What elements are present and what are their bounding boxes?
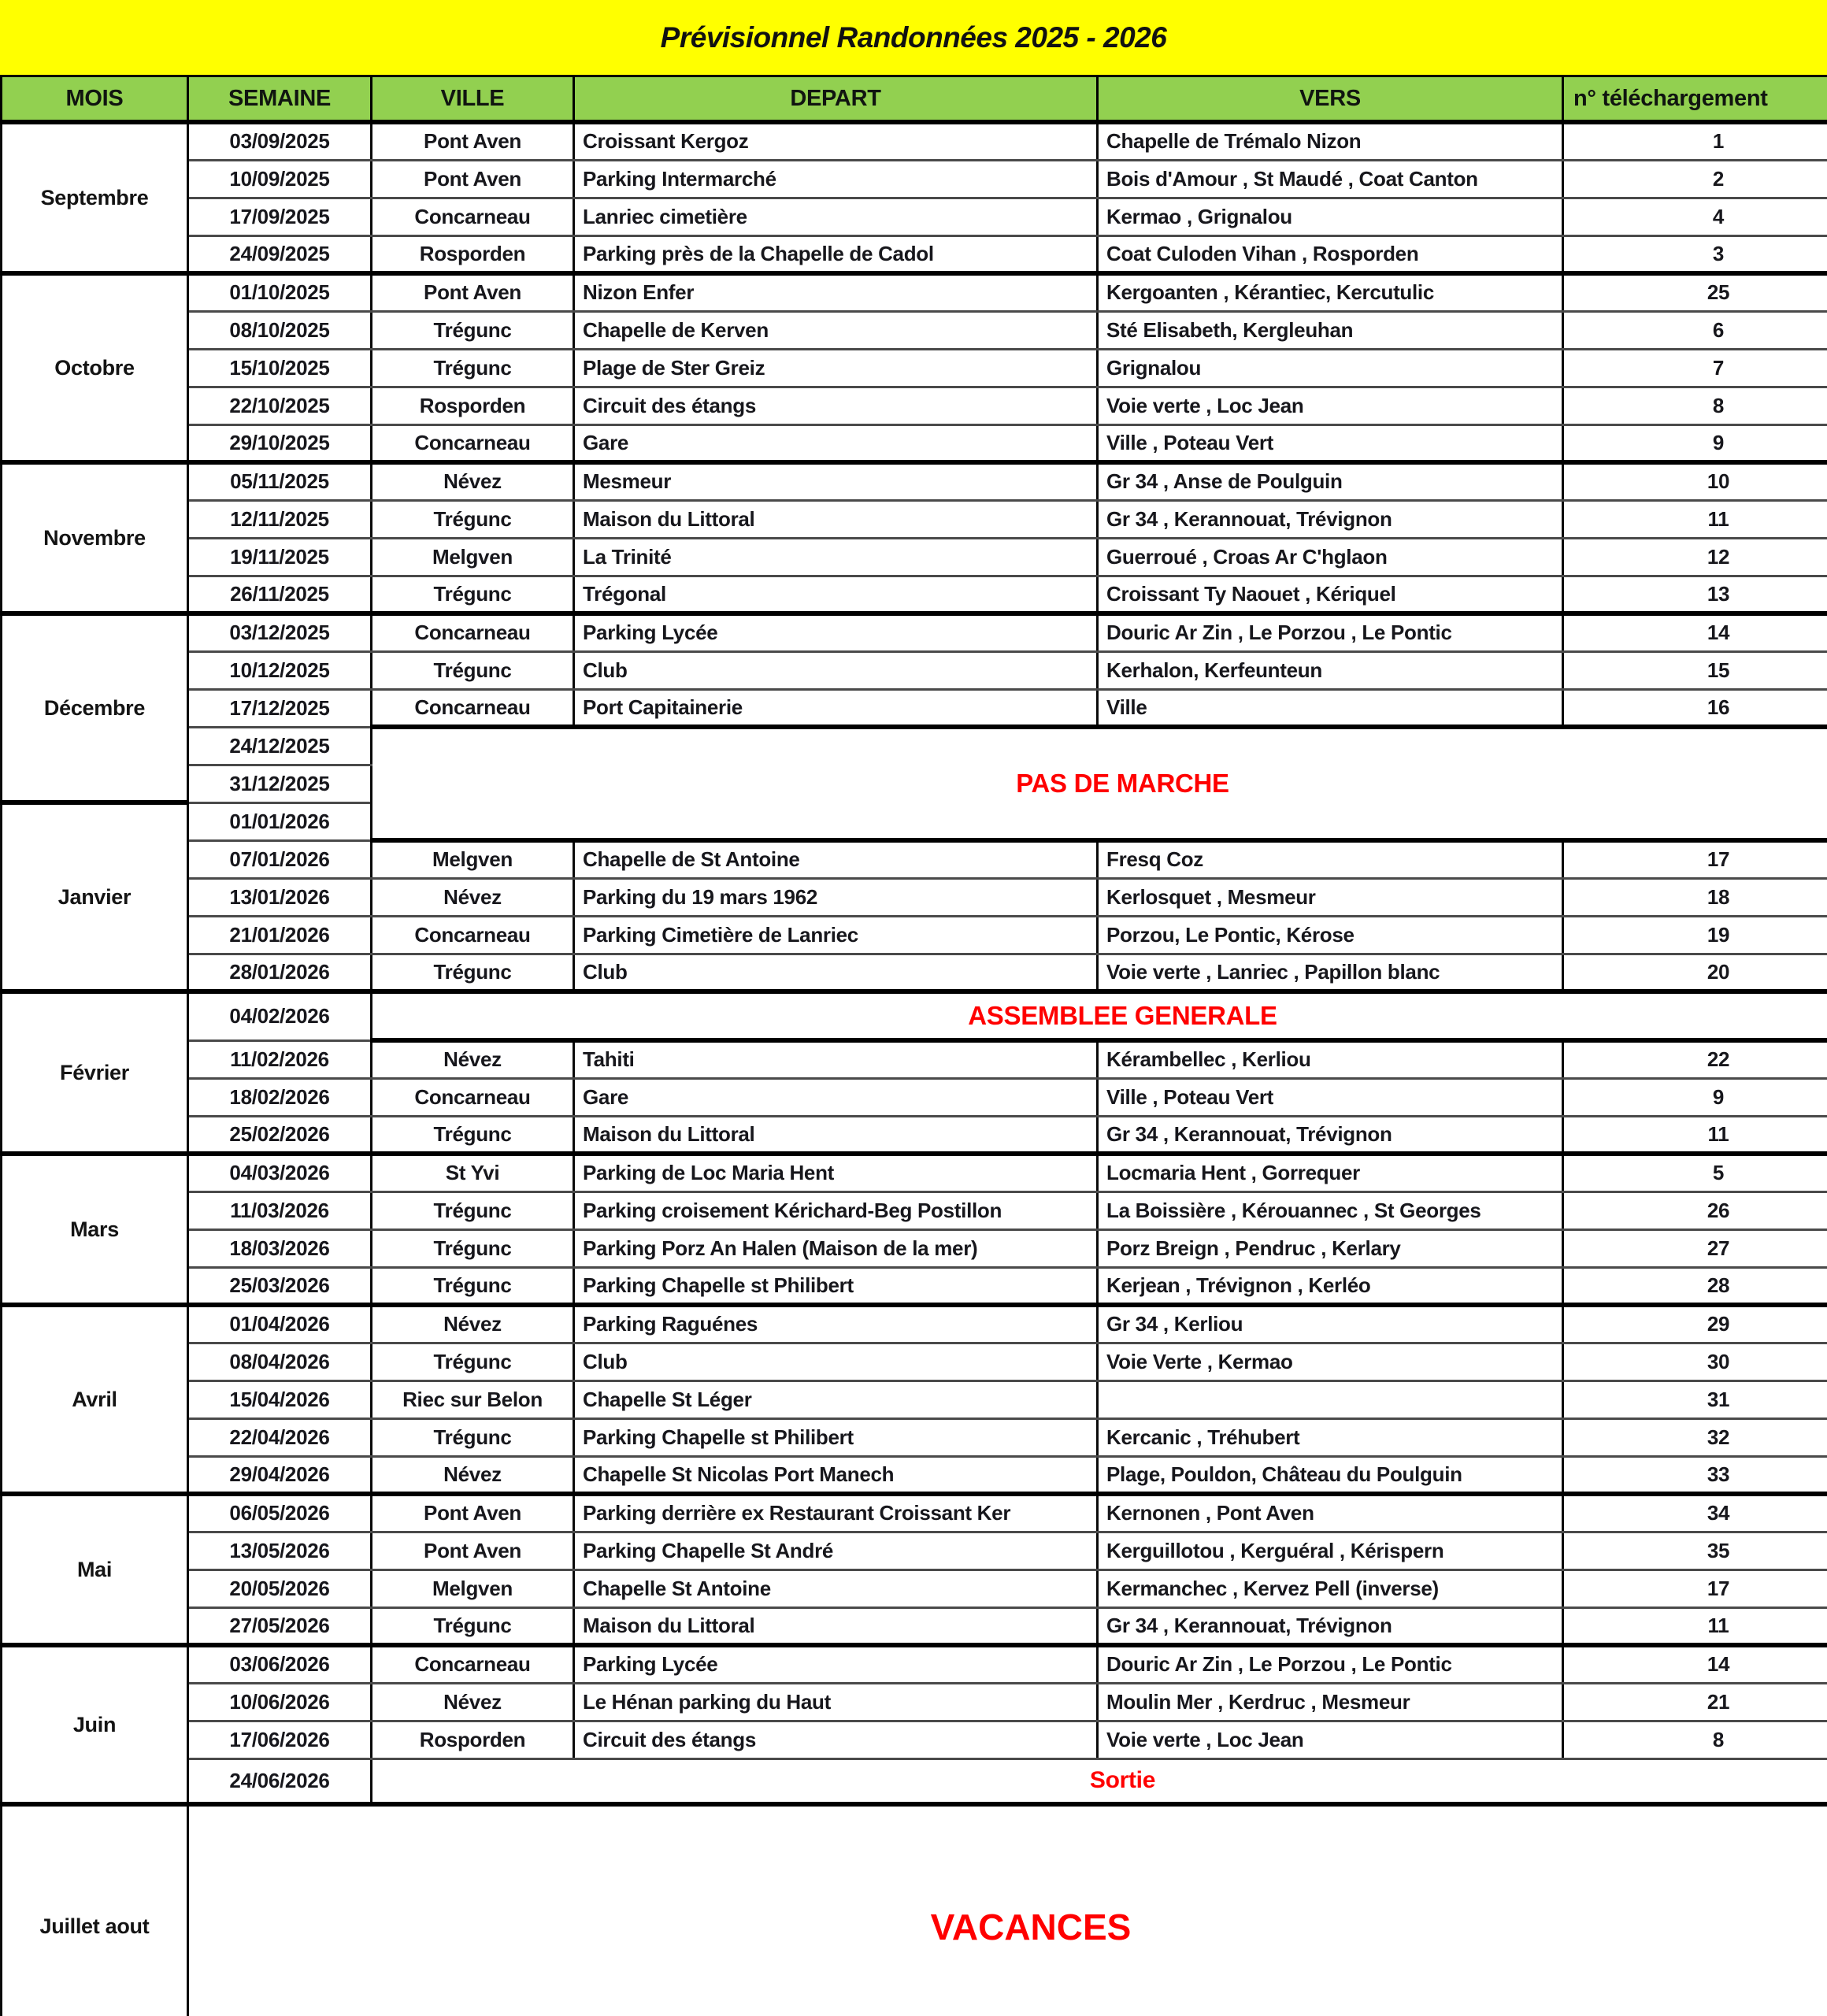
ville-cell: Trégunc (372, 1418, 574, 1456)
ville-cell: Névez (372, 1683, 574, 1721)
vers-cell: Sté Elisabeth, Kergleuhan (1098, 311, 1563, 349)
date-cell: 24/12/2025 (188, 727, 372, 765)
num-cell: 11 (1563, 500, 1827, 538)
date-cell: 01/04/2026 (188, 1305, 372, 1343)
ville-cell: Concarneau (372, 916, 574, 954)
depart-cell: Parking Porz An Halen (Maison de la mer) (574, 1229, 1098, 1267)
table-row (2, 1607, 1827, 1645)
date-cell: 10/09/2025 (188, 160, 372, 198)
month-cell: Juillet aout (2, 1804, 188, 2016)
table-row (2, 689, 1827, 727)
table-row (2, 991, 1827, 1040)
date-cell: 13/05/2026 (188, 1532, 372, 1569)
table-row (2, 1078, 1827, 1116)
depart-cell: Parking de Loc Maria Hent (574, 1154, 1098, 1191)
depart-cell: Parking Chapelle st Philibert (574, 1418, 1098, 1456)
num-cell: 30 (1563, 1343, 1827, 1380)
num-cell: 21 (1563, 1683, 1827, 1721)
ville-cell: Trégunc (372, 500, 574, 538)
ville-cell: Trégunc (372, 1607, 574, 1645)
depart-cell: Circuit des étangs (574, 387, 1098, 424)
header-row (2, 76, 1827, 123)
month-cell: Janvier (2, 802, 188, 991)
vers-cell: Kercanic , Tréhubert (1098, 1418, 1563, 1456)
depart-cell: Parking Intermarché (574, 160, 1098, 198)
depart-cell: Gare (574, 1078, 1098, 1116)
table-row (2, 1532, 1827, 1569)
date-cell: 29/04/2026 (188, 1456, 372, 1494)
date-cell: 13/01/2026 (188, 878, 372, 916)
ville-cell: Névez (372, 1456, 574, 1494)
table-row (2, 311, 1827, 349)
month-cell: Juin (2, 1645, 188, 1804)
month-cell: Mai (2, 1494, 188, 1645)
notice-cell: PAS DE MARCHE (372, 727, 1827, 840)
vers-cell: Gr 34 , Kerannouat, Trévignon (1098, 500, 1563, 538)
date-cell: 18/03/2026 (188, 1229, 372, 1267)
date-cell: 25/02/2026 (188, 1116, 372, 1154)
vers-cell: Porzou, Le Pontic, Kérose (1098, 916, 1563, 954)
num-cell: 4 (1563, 198, 1827, 235)
vers-cell: Voie verte , Loc Jean (1098, 387, 1563, 424)
month-cell: Février (2, 991, 188, 1154)
num-cell: 1 (1563, 122, 1827, 160)
date-cell: 12/11/2025 (188, 500, 372, 538)
vers-cell: Kergoanten , Kérantiec, Kercutulic (1098, 273, 1563, 311)
table-row (2, 1758, 1827, 1804)
table-row (2, 1116, 1827, 1154)
depart-cell: Le Hénan parking du Haut (574, 1683, 1098, 1721)
date-cell: 17/06/2026 (188, 1721, 372, 1758)
depart-cell: Parking Lycée (574, 1645, 1098, 1683)
ville-cell: Pont Aven (372, 1532, 574, 1569)
num-cell: 19 (1563, 916, 1827, 954)
table-row (2, 160, 1827, 198)
date-cell: 05/11/2025 (188, 462, 372, 500)
date-cell: 31/12/2025 (188, 765, 372, 802)
date-cell: 07/01/2026 (188, 840, 372, 878)
table-row (2, 1154, 1827, 1191)
num-cell: 11 (1563, 1116, 1827, 1154)
depart-cell: Parking Cimetière de Lanriec (574, 916, 1098, 954)
vers-cell: Kérambellec , Kerliou (1098, 1040, 1563, 1078)
num-cell: 13 (1563, 576, 1827, 613)
table-row (2, 651, 1827, 689)
depart-cell: La Trinité (574, 538, 1098, 576)
num-cell: 18 (1563, 878, 1827, 916)
schedule-table (0, 75, 1827, 2016)
num-cell: 32 (1563, 1418, 1827, 1456)
ville-cell: Trégunc (372, 651, 574, 689)
depart-cell: Tahiti (574, 1040, 1098, 1078)
num-cell: 29 (1563, 1305, 1827, 1343)
table-row (2, 840, 1827, 878)
vers-cell: Gr 34 , Anse de Poulguin (1098, 462, 1563, 500)
ville-cell: Riec sur Belon (372, 1380, 574, 1418)
ville-cell: Trégunc (372, 1116, 574, 1154)
ville-cell: Concarneau (372, 1645, 574, 1683)
vers-cell: La Boissière , Kérouannec , St Georges (1098, 1191, 1563, 1229)
date-cell: 01/10/2025 (188, 273, 372, 311)
num-cell: 15 (1563, 651, 1827, 689)
table-row (2, 349, 1827, 387)
num-cell: 6 (1563, 311, 1827, 349)
num-cell: 12 (1563, 538, 1827, 576)
vers-cell: Grignalou (1098, 349, 1563, 387)
table-row (2, 1569, 1827, 1607)
date-cell: 04/03/2026 (188, 1154, 372, 1191)
date-cell: 08/10/2025 (188, 311, 372, 349)
column-header-telechargement: n° téléchargement (1563, 76, 1827, 123)
date-cell: 19/11/2025 (188, 538, 372, 576)
ville-cell: Concarneau (372, 1078, 574, 1116)
vers-cell: Gr 34 , Kerliou (1098, 1305, 1563, 1343)
num-cell: 3 (1563, 235, 1827, 273)
date-cell: 22/04/2026 (188, 1418, 372, 1456)
table-row (2, 1267, 1827, 1305)
depart-cell: Chapelle de St Antoine (574, 840, 1098, 878)
date-cell: 26/11/2025 (188, 576, 372, 613)
ville-cell: Concarneau (372, 198, 574, 235)
ville-cell: Névez (372, 1305, 574, 1343)
table-row (2, 576, 1827, 613)
depart-cell: Parking Chapelle st Philibert (574, 1267, 1098, 1305)
table-row (2, 954, 1827, 991)
table-row (2, 235, 1827, 273)
vers-cell: Coat Culoden Vihan , Rosporden (1098, 235, 1563, 273)
date-cell: 25/03/2026 (188, 1267, 372, 1305)
vers-cell: Porz Breign , Pendruc , Kerlary (1098, 1229, 1563, 1267)
table-row (2, 1191, 1827, 1229)
ville-cell: Rosporden (372, 387, 574, 424)
table-row (2, 1456, 1827, 1494)
vers-cell: Chapelle de Trémalo Nizon (1098, 122, 1563, 160)
ville-cell: Pont Aven (372, 273, 574, 311)
date-cell: 06/05/2026 (188, 1494, 372, 1532)
num-cell: 9 (1563, 424, 1827, 462)
vers-cell: Voie verte , Loc Jean (1098, 1721, 1563, 1758)
ville-cell: Rosporden (372, 1721, 574, 1758)
ville-cell: Pont Aven (372, 122, 574, 160)
num-cell: 7 (1563, 349, 1827, 387)
depart-cell: Parking du 19 mars 1962 (574, 878, 1098, 916)
depart-cell: Chapelle St Antoine (574, 1569, 1098, 1607)
vers-cell: Plage, Pouldon, Château du Poulguin (1098, 1456, 1563, 1494)
num-cell: 26 (1563, 1191, 1827, 1229)
vers-cell: Gr 34 , Kerannouat, Trévignon (1098, 1116, 1563, 1154)
vers-cell: Ville , Poteau Vert (1098, 1078, 1563, 1116)
depart-cell: Maison du Littoral (574, 1607, 1098, 1645)
vers-cell: Croissant Ty Naouet , Kériquel (1098, 576, 1563, 613)
date-cell: 24/09/2025 (188, 235, 372, 273)
ville-cell: Concarneau (372, 689, 574, 727)
ville-cell: Trégunc (372, 1267, 574, 1305)
depart-cell: Plage de Ster Greiz (574, 349, 1098, 387)
num-cell: 16 (1563, 689, 1827, 727)
notice-cell: ASSEMBLEE GENERALE (372, 991, 1827, 1040)
num-cell: 2 (1563, 160, 1827, 198)
num-cell: 8 (1563, 1721, 1827, 1758)
date-cell: 24/06/2026 (188, 1758, 372, 1804)
ville-cell: Trégunc (372, 1229, 574, 1267)
ville-cell: Concarneau (372, 424, 574, 462)
date-cell: 22/10/2025 (188, 387, 372, 424)
depart-cell: Gare (574, 424, 1098, 462)
depart-cell: Parking derrière ex Restaurant Croissant Ker (574, 1494, 1098, 1532)
table-row (2, 462, 1827, 500)
date-cell: 15/04/2026 (188, 1380, 372, 1418)
table-row (2, 878, 1827, 916)
table-row (2, 198, 1827, 235)
column-header-mois: MOIS (2, 76, 188, 123)
date-cell: 11/02/2026 (188, 1040, 372, 1078)
ville-cell: St Yvi (372, 1154, 574, 1191)
title-bar (0, 0, 1827, 75)
vers-cell: Ville , Poteau Vert (1098, 424, 1563, 462)
depart-cell: Club (574, 1343, 1098, 1380)
depart-cell: Croissant Kergoz (574, 122, 1098, 160)
depart-cell: Parking près de la Chapelle de Cadol (574, 235, 1098, 273)
column-header-depart: DEPART (574, 76, 1098, 123)
date-cell: 29/10/2025 (188, 424, 372, 462)
ville-cell: Melgven (372, 1569, 574, 1607)
num-cell: 22 (1563, 1040, 1827, 1078)
depart-cell: Trégonal (574, 576, 1098, 613)
table-row (2, 1229, 1827, 1267)
table-row (2, 538, 1827, 576)
date-cell: 11/03/2026 (188, 1191, 372, 1229)
ville-cell: Trégunc (372, 954, 574, 991)
table-row (2, 613, 1827, 651)
page-title: Prévisionnel Randonnées 2025 - 2026 (660, 20, 1167, 54)
vers-cell (1098, 1380, 1563, 1418)
num-cell: 25 (1563, 273, 1827, 311)
ville-cell: Névez (372, 1040, 574, 1078)
vers-cell: Bois d'Amour , St Maudé , Coat Canton (1098, 160, 1563, 198)
table-row (2, 1804, 1827, 2016)
num-cell: 20 (1563, 954, 1827, 991)
vers-cell: Kerguillotou , Kerguéral , Kérispern (1098, 1532, 1563, 1569)
ville-cell: Trégunc (372, 1343, 574, 1380)
num-cell: 5 (1563, 1154, 1827, 1191)
table-row (2, 1343, 1827, 1380)
table-row (2, 1683, 1827, 1721)
ville-cell: Trégunc (372, 576, 574, 613)
table-row (2, 1494, 1827, 1532)
ville-cell: Pont Aven (372, 160, 574, 198)
date-cell: 17/12/2025 (188, 689, 372, 727)
table-row (2, 1380, 1827, 1418)
depart-cell: Parking Chapelle St André (574, 1532, 1098, 1569)
depart-cell: Parking croisement Kérichard-Beg Postillon (574, 1191, 1098, 1229)
ville-cell: Concarneau (372, 613, 574, 651)
depart-cell: Nizon Enfer (574, 273, 1098, 311)
depart-cell: Chapelle St Léger (574, 1380, 1098, 1418)
month-cell: Décembre (2, 613, 188, 802)
vers-cell: Ville (1098, 689, 1563, 727)
depart-cell: Chapelle de Kerven (574, 311, 1098, 349)
depart-cell: Lanriec cimetière (574, 198, 1098, 235)
num-cell: 9 (1563, 1078, 1827, 1116)
num-cell: 14 (1563, 1645, 1827, 1683)
num-cell: 34 (1563, 1494, 1827, 1532)
num-cell: 17 (1563, 840, 1827, 878)
depart-cell: Parking Lycée (574, 613, 1098, 651)
vers-cell: Locmaria Hent , Gorrequer (1098, 1154, 1563, 1191)
date-cell: 03/09/2025 (188, 122, 372, 160)
depart-cell: Circuit des étangs (574, 1721, 1098, 1758)
vers-cell: Douric Ar Zin , Le Porzou , Le Pontic (1098, 1645, 1563, 1683)
table-row (2, 1040, 1827, 1078)
date-cell: 03/06/2026 (188, 1645, 372, 1683)
date-cell: 01/01/2026 (188, 802, 372, 840)
month-cell: Octobre (2, 273, 188, 462)
ville-cell: Melgven (372, 840, 574, 878)
month-cell: Septembre (2, 122, 188, 273)
depart-cell: Port Capitainerie (574, 689, 1098, 727)
depart-cell: Chapelle St Nicolas Port Manech (574, 1456, 1098, 1494)
date-cell: 21/01/2026 (188, 916, 372, 954)
depart-cell: Maison du Littoral (574, 1116, 1098, 1154)
depart-cell: Mesmeur (574, 462, 1098, 500)
notice-cell: Sortie (372, 1758, 1827, 1804)
table-row (2, 1721, 1827, 1758)
date-cell: 27/05/2026 (188, 1607, 372, 1645)
notice-cell: VACANCES (188, 1804, 1827, 2016)
date-cell: 17/09/2025 (188, 198, 372, 235)
column-header-vers: VERS (1098, 76, 1563, 123)
table-row (2, 727, 1827, 765)
vers-cell: Guerroué , Croas Ar C'hglaon (1098, 538, 1563, 576)
month-cell: Mars (2, 1154, 188, 1305)
ville-cell: Névez (372, 462, 574, 500)
ville-cell: Pont Aven (372, 1494, 574, 1532)
num-cell: 33 (1563, 1456, 1827, 1494)
date-cell: 28/01/2026 (188, 954, 372, 991)
vers-cell: Kermanchec , Kervez Pell (inverse) (1098, 1569, 1563, 1607)
num-cell: 28 (1563, 1267, 1827, 1305)
month-cell: Novembre (2, 462, 188, 613)
num-cell: 27 (1563, 1229, 1827, 1267)
vers-cell: Moulin Mer , Kerdruc , Mesmeur (1098, 1683, 1563, 1721)
vers-cell: Kerlosquet , Mesmeur (1098, 878, 1563, 916)
num-cell: 17 (1563, 1569, 1827, 1607)
table-row (2, 1305, 1827, 1343)
ville-cell: Rosporden (372, 235, 574, 273)
vers-cell: Voie verte , Lanriec , Papillon blanc (1098, 954, 1563, 991)
date-cell: 03/12/2025 (188, 613, 372, 651)
num-cell: 35 (1563, 1532, 1827, 1569)
table-row (2, 916, 1827, 954)
table-row (2, 273, 1827, 311)
date-cell: 10/06/2026 (188, 1683, 372, 1721)
num-cell: 11 (1563, 1607, 1827, 1645)
ville-cell: Trégunc (372, 349, 574, 387)
table-row (2, 1645, 1827, 1683)
num-cell: 10 (1563, 462, 1827, 500)
vers-cell: Kernonen , Pont Aven (1098, 1494, 1563, 1532)
num-cell: 14 (1563, 613, 1827, 651)
depart-cell: Club (574, 651, 1098, 689)
date-cell: 18/02/2026 (188, 1078, 372, 1116)
date-cell: 08/04/2026 (188, 1343, 372, 1380)
vers-cell: Fresq Coz (1098, 840, 1563, 878)
date-cell: 10/12/2025 (188, 651, 372, 689)
table-row (2, 122, 1827, 160)
ville-cell: Trégunc (372, 311, 574, 349)
table-row (2, 387, 1827, 424)
vers-cell: Kerhalon, Kerfeunteun (1098, 651, 1563, 689)
vers-cell: Kerjean , Trévignon , Kerléo (1098, 1267, 1563, 1305)
depart-cell: Maison du Littoral (574, 500, 1098, 538)
vers-cell: Kermao , Grignalou (1098, 198, 1563, 235)
ville-cell: Melgven (372, 538, 574, 576)
date-cell: 20/05/2026 (188, 1569, 372, 1607)
month-cell: Avril (2, 1305, 188, 1494)
date-cell: 04/02/2026 (188, 991, 372, 1040)
vers-cell: Douric Ar Zin , Le Porzou , Le Pontic (1098, 613, 1563, 651)
ville-cell: Trégunc (372, 1191, 574, 1229)
depart-cell: Parking Raguénes (574, 1305, 1098, 1343)
date-cell: 15/10/2025 (188, 349, 372, 387)
column-header-semaine: SEMAINE (188, 76, 372, 123)
column-header-ville: VILLE (372, 76, 574, 123)
vers-cell: Gr 34 , Kerannouat, Trévignon (1098, 1607, 1563, 1645)
ville-cell: Névez (372, 878, 574, 916)
num-cell: 31 (1563, 1380, 1827, 1418)
depart-cell: Club (574, 954, 1098, 991)
vers-cell: Voie Verte , Kermao (1098, 1343, 1563, 1380)
schedule-body (2, 122, 1827, 2016)
num-cell: 8 (1563, 387, 1827, 424)
table-row (2, 500, 1827, 538)
table-row (2, 424, 1827, 462)
table-row (2, 1418, 1827, 1456)
